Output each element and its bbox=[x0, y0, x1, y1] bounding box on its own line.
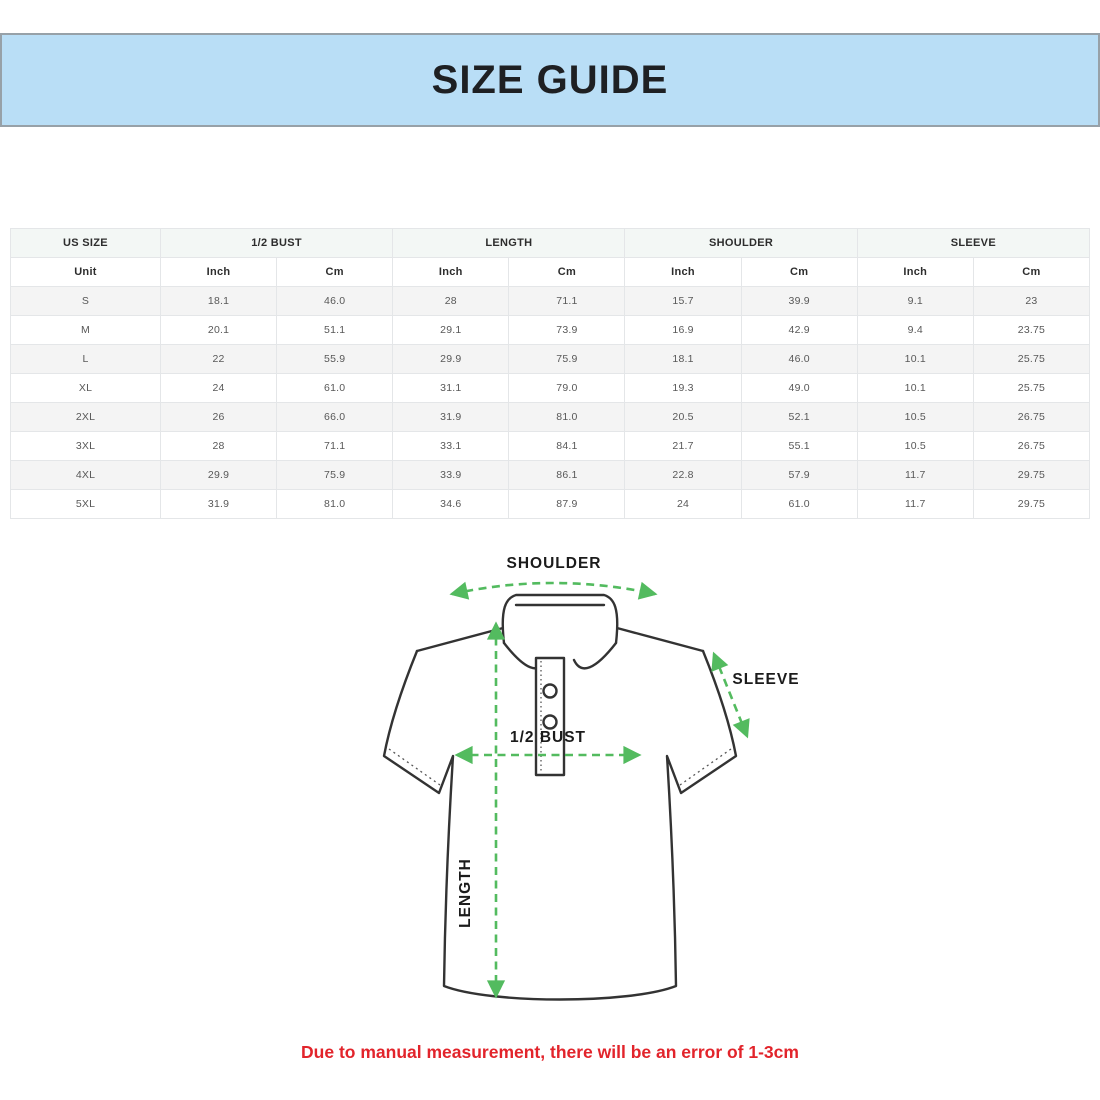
measurement-cell: 24 bbox=[160, 374, 276, 403]
unit-header: Inch bbox=[160, 258, 276, 287]
unit-header: Cm bbox=[973, 258, 1089, 287]
measurement-cell: 39.9 bbox=[741, 287, 857, 316]
column-group-header: 1/2 BUST bbox=[160, 229, 392, 258]
measurement-cell: 79.0 bbox=[509, 374, 625, 403]
table-row bbox=[11, 374, 1090, 403]
measurement-cell: 10.5 bbox=[857, 403, 973, 432]
shoulder-arrow bbox=[452, 583, 655, 594]
measurement-cell: 55.9 bbox=[277, 345, 393, 374]
size-guide-banner bbox=[0, 33, 1100, 127]
measurement-cell: 20.5 bbox=[625, 403, 741, 432]
measurement-cell: 81.0 bbox=[277, 490, 393, 519]
measurement-cell: 16.9 bbox=[625, 316, 741, 345]
sleeve-label: SLEEVE bbox=[732, 671, 800, 688]
measurement-cell: 31.1 bbox=[393, 374, 509, 403]
shirt-outline bbox=[384, 595, 736, 1000]
unit-header: Inch bbox=[625, 258, 741, 287]
size-table-head bbox=[11, 229, 1090, 287]
measurement-cell: 25.75 bbox=[973, 374, 1089, 403]
unit-header: Inch bbox=[393, 258, 509, 287]
measurement-cell: 25.75 bbox=[973, 345, 1089, 374]
measurement-cell: 26.75 bbox=[973, 403, 1089, 432]
measurement-cell: 18.1 bbox=[625, 345, 741, 374]
group-header-row bbox=[11, 229, 1090, 258]
measurement-cell: 73.9 bbox=[509, 316, 625, 345]
table-row bbox=[11, 403, 1090, 432]
measurement-cell: 18.1 bbox=[160, 287, 276, 316]
measurement-cell: 28 bbox=[160, 432, 276, 461]
measurement-cell: 29.9 bbox=[393, 345, 509, 374]
measurement-cell: 11.7 bbox=[857, 490, 973, 519]
measurement-cell: 22 bbox=[160, 345, 276, 374]
measurement-cell: 29.9 bbox=[160, 461, 276, 490]
size-label-cell: M bbox=[11, 316, 161, 345]
measurement-cell: 33.9 bbox=[393, 461, 509, 490]
unit-header-row bbox=[11, 258, 1090, 287]
unit-header: Cm bbox=[509, 258, 625, 287]
measurement-cell: 29.75 bbox=[973, 461, 1089, 490]
size-label-cell: 2XL bbox=[11, 403, 161, 432]
measurement-cell: 84.1 bbox=[509, 432, 625, 461]
page-title: SIZE GUIDE bbox=[431, 57, 669, 102]
measurement-cell: 55.1 bbox=[741, 432, 857, 461]
shoulder-label: SHOULDER bbox=[506, 555, 602, 572]
column-group-header: SLEEVE bbox=[857, 229, 1089, 258]
table-row bbox=[11, 490, 1090, 519]
measurement-cell: 9.1 bbox=[857, 287, 973, 316]
size-table-body bbox=[11, 287, 1090, 519]
column-group-header: SHOULDER bbox=[625, 229, 857, 258]
measurement-cell: 81.0 bbox=[509, 403, 625, 432]
measurement-cell: 21.7 bbox=[625, 432, 741, 461]
measurement-cell: 9.4 bbox=[857, 316, 973, 345]
size-label-cell: L bbox=[11, 345, 161, 374]
measurement-cell: 71.1 bbox=[277, 432, 393, 461]
table-row bbox=[11, 432, 1090, 461]
measurement-cell: 34.6 bbox=[393, 490, 509, 519]
measurement-cell: 26.75 bbox=[973, 432, 1089, 461]
measurement-cell: 75.9 bbox=[509, 345, 625, 374]
measurement-cell: 51.1 bbox=[277, 316, 393, 345]
size-label-cell: 4XL bbox=[11, 461, 161, 490]
measurement-cell: 46.0 bbox=[277, 287, 393, 316]
size-label-cell: 5XL bbox=[11, 490, 161, 519]
measurement-cell: 29.75 bbox=[973, 490, 1089, 519]
table-row bbox=[11, 461, 1090, 490]
measurement-cell: 52.1 bbox=[741, 403, 857, 432]
measurement-cell: 87.9 bbox=[509, 490, 625, 519]
column-group-header: US SIZE bbox=[11, 229, 161, 258]
measurement-cell: 22.8 bbox=[625, 461, 741, 490]
measurement-cell: 31.9 bbox=[393, 403, 509, 432]
collar-band bbox=[503, 595, 618, 643]
measurement-cell: 31.9 bbox=[160, 490, 276, 519]
measurement-cell: 23.75 bbox=[973, 316, 1089, 345]
measurement-cell: 57.9 bbox=[741, 461, 857, 490]
measurement-cell: 24 bbox=[625, 490, 741, 519]
measurement-cell: 42.9 bbox=[741, 316, 857, 345]
measurement-cell: 46.0 bbox=[741, 345, 857, 374]
measurement-cell: 66.0 bbox=[277, 403, 393, 432]
button-bottom bbox=[544, 716, 557, 729]
table-row bbox=[11, 345, 1090, 374]
bust-label: 1/2 BUST bbox=[509, 729, 587, 746]
measurement-cell: 29.1 bbox=[393, 316, 509, 345]
unit-header: Cm bbox=[277, 258, 393, 287]
measurement-disclaimer: Due to manual measurement, there will be an error of 1-3cm bbox=[301, 1042, 799, 1062]
measurement-cell: 86.1 bbox=[509, 461, 625, 490]
measurement-cell: 71.1 bbox=[509, 287, 625, 316]
measurement-cell: 11.7 bbox=[857, 461, 973, 490]
measurement-cell: 49.0 bbox=[741, 374, 857, 403]
measurement-cell: 75.9 bbox=[277, 461, 393, 490]
unit-header: Cm bbox=[741, 258, 857, 287]
measurement-cell: 15.7 bbox=[625, 287, 741, 316]
measurement-cell: 19.3 bbox=[625, 374, 741, 403]
button-top bbox=[544, 685, 557, 698]
measurement-cell: 28 bbox=[393, 287, 509, 316]
measurement-cell: 33.1 bbox=[393, 432, 509, 461]
table-row bbox=[11, 316, 1090, 345]
measurement-cell: 26 bbox=[160, 403, 276, 432]
unit-header: Inch bbox=[857, 258, 973, 287]
size-label-cell: XL bbox=[11, 374, 161, 403]
size-label-cell: 3XL bbox=[11, 432, 161, 461]
measurement-cell: 10.1 bbox=[857, 345, 973, 374]
size-label-cell: S bbox=[11, 287, 161, 316]
measurement-cell: 10.1 bbox=[857, 374, 973, 403]
measurement-cell: 61.0 bbox=[277, 374, 393, 403]
length-label: LENGTH bbox=[457, 858, 474, 928]
measurement-cell: 20.1 bbox=[160, 316, 276, 345]
unit-header: Unit bbox=[11, 258, 161, 287]
measurement-cell: 10.5 bbox=[857, 432, 973, 461]
polo-shirt-diagram bbox=[340, 548, 820, 1028]
measurement-cell: 61.0 bbox=[741, 490, 857, 519]
table-row bbox=[11, 287, 1090, 316]
column-group-header: LENGTH bbox=[393, 229, 625, 258]
size-chart-table bbox=[10, 228, 1090, 519]
measurement-cell: 23 bbox=[973, 287, 1089, 316]
